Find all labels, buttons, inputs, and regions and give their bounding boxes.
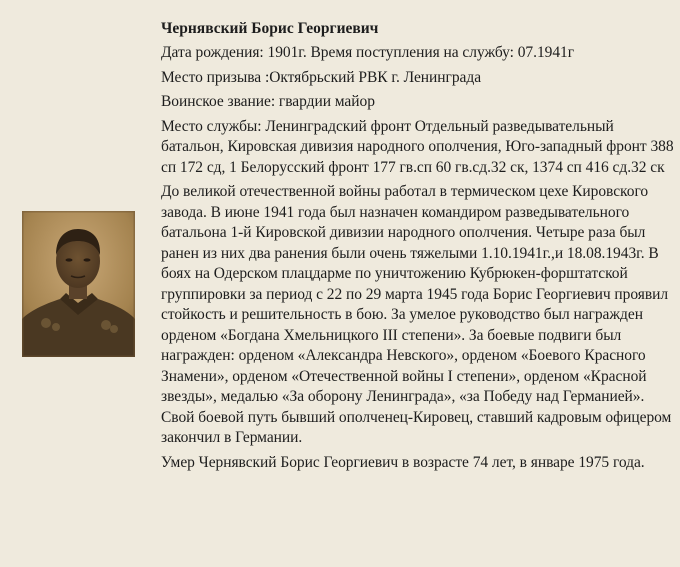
service-place: Место службы: Ленинградский фронт Отдельный разведывательный батальон, Кировская дивизия народного ополчения, Юго-западный фронт 388 сп 172 сд, 1 Белорусский фронт 177 гв.сп 60 гв.сд.32 ск, 1374 сп 416 сд.32 ск [161, 117, 674, 176]
military-rank: Воинское звание: гвардии майор [161, 93, 375, 110]
portrait-photo [22, 211, 135, 357]
person-record [161, 18, 676, 477]
death-info: Умер Чернявский Борис Георгиевич в возрасте 74 лет, в январе 1975 года. [161, 453, 645, 471]
draft-place: Место призыва :Октябрьский РВК г. Ленинграда [161, 68, 482, 86]
birth-and-service-date: Дата рождения: 1901г. Время поступления на службу: 07.1941г [161, 44, 575, 61]
person-name: Чернявский Борис Георгиевич [161, 20, 379, 37]
biography-text: До великой отечественной войны работал в термическом цехе Кировского завода. В июне 1941 года был назначен командиром разведывательного батальона 1-й Кировской дивизии народного ополчения. Четыре раза был ранен из них два ранения были очень тяжелыми 1.10.1941г.,и 18.08.1943г. В боях на Одерском плацдарме по уничтожению Кубрюкен-форштатской группировки за период с 22 по 29 марта 1945 года Борис Георгиевич проявил стойкость и решительность в бою. За умелое руководство был награжден орденом «Богдана Хмельницкого III степени». За боевые подвиги был награжден: орденом «Александра Невского», орденом «Боевого Красного Знамени», орденом «Отечественной войны I степени», орденом «Красной звезды», медалью «За оборону Ленинграда», «за Победу над Германией». Свой боевой путь бывший ополченец-Кировец, ставший кадровым офицером закончил в Германии. [161, 183, 672, 446]
